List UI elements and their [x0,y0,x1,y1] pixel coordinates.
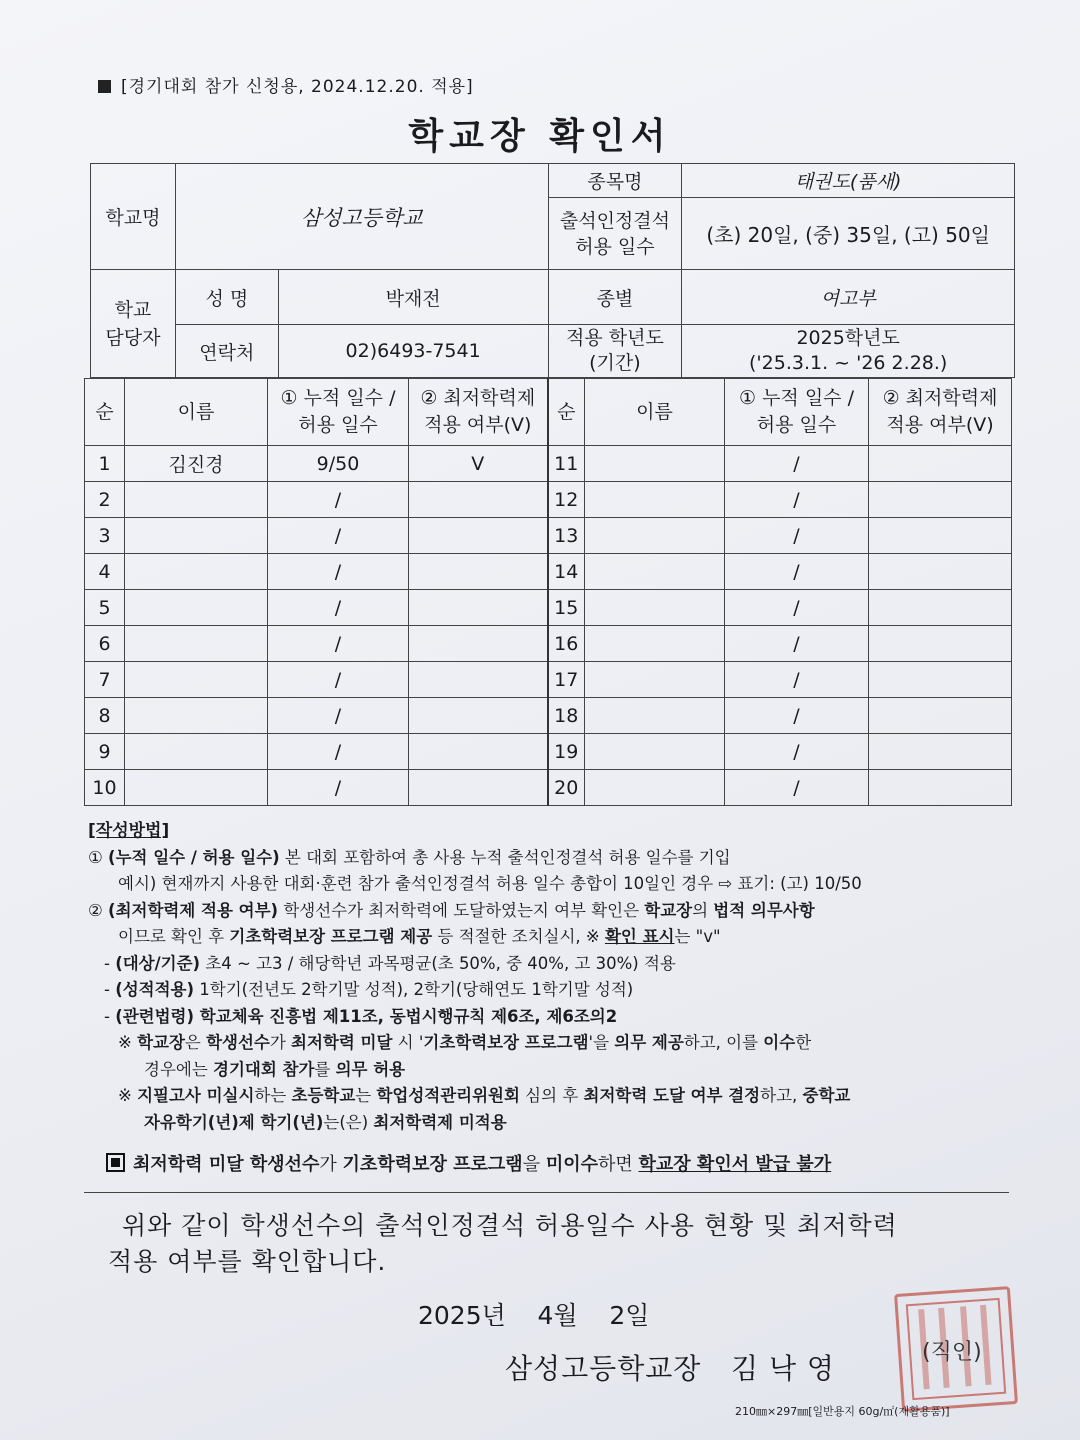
row-number-cell: 11 [548,446,585,482]
student-name-cell [125,734,268,770]
instruction-line: - (성적적용) 1학기(전년도 2학기말 성적), 2학기(당해연도 1학기말 성적) [104,980,634,999]
staff-contact-label: 연락처 [175,325,278,378]
instruction-line: ※ 학교장은 학생선수가 최저학력 미달 시 '기초학력보장 프로그램'을 의무 제공하고, 이를 이수한 [118,1033,812,1052]
issue-date: 2025년 4월 2일 [418,1301,650,1330]
table-row [85,698,1012,734]
instruction-line: 이므로 확인 후 기초학력보장 프로그램 제공 등 적절한 조치실시, ※ 확인 표시는 "v" [118,927,721,946]
student-name-cell [585,482,725,518]
days-cell: / [268,482,409,518]
student-name-cell [125,590,268,626]
days-cell: / [268,770,409,806]
issuance-warning: 최저학력 미달 학생선수가 기초학력보장 프로그램을 미이수하면 학교장 확인서 발급 불가 [106,1150,831,1176]
table-row [85,626,1012,662]
sport-value: 태권도(품새) [682,164,1015,198]
table-row [85,770,1012,806]
student-name-cell [585,626,725,662]
instruction-line: 자유학기(년)제 학기(년)는(은) 최저학력제 미적용 [144,1112,507,1132]
student-name-cell [125,518,268,554]
min-academic-check-cell [409,482,548,518]
days-cell: / [268,734,409,770]
student-name-cell [585,734,725,770]
row-number-cell: 5 [85,590,125,626]
staff-name-value: 박재전 [278,270,548,325]
table-row [85,554,1012,590]
division-value: 여고부 [682,270,1015,325]
row-number-cell: 15 [548,590,585,626]
staff-label: 학교 담당자 [91,270,176,378]
instructions-section [88,818,1018,1136]
divider [84,1192,1009,1193]
min-academic-check-cell [869,662,1012,698]
absence-days-label: 출석인정결석 허용 일수 [548,198,682,270]
row-number-cell: 10 [85,770,125,806]
min-academic-check-cell: V [409,446,548,482]
instruction-line: 예시) 현재까지 사용한 대회·훈련 참가 출석인정결석 허용 일수 총합이 10일인 경우 ⇨ 표기: (고) 10/50 [118,874,862,893]
min-academic-check-cell [869,446,1012,482]
staff-contact-value: 02)6493-7541 [278,325,548,378]
row-number-cell: 20 [548,770,585,806]
student-name-cell [585,554,725,590]
col-days-header: ① 누적 일수 / 허용 일수 [725,379,869,446]
days-cell: / [725,734,869,770]
row-number-cell: 3 [85,518,125,554]
student-name-cell [585,446,725,482]
row-number-cell: 17 [548,662,585,698]
instruction-line: ① (누적 일수 / 허용 일수) 본 대회 포함하여 총 사용 누적 출석인정결석 허용 일수를 기입 [88,847,731,867]
document-title: 학교장 확인서 [408,116,672,157]
table-row [85,482,1012,518]
days-cell: / [725,482,869,518]
col-min-header: ② 최저학력제 적용 여부(V) [409,379,548,446]
days-cell: / [268,626,409,662]
student-name-cell [585,698,725,734]
min-academic-check-cell [409,734,548,770]
col-name-header: 이름 [125,379,268,446]
instruction-line: ② (최저학력제 적용 여부) 학생선수가 최저학력에 도달하였는지 여부 확인은 학교장의 법적 의무사항 [88,900,815,920]
paper-spec-footer: 210㎜×297㎜[일반용지 60g/㎡(재활용품)] [735,1405,950,1418]
table-row [85,446,1012,482]
col-name-header: 이름 [585,379,725,446]
col-no-header: 순 [548,379,585,446]
table-row [85,662,1012,698]
days-cell: / [725,518,869,554]
min-academic-check-cell [869,518,1012,554]
days-cell: / [268,698,409,734]
min-academic-check-cell [409,626,548,662]
form-usage-note: [경기대회 참가 신청용, 2024.12.20. 적용] [98,72,474,97]
student-name-cell [125,698,268,734]
days-cell: / [725,698,869,734]
row-number-cell: 2 [85,482,125,518]
min-academic-check-cell [409,590,548,626]
student-name-cell [585,518,725,554]
days-cell: / [725,446,869,482]
student-name-cell [125,554,268,590]
instruction-line: - (관련법령) 학교체육 진흥법 제11조, 동법시행규칙 제6조, 제6조의2 [104,1006,618,1026]
staff-name-label: 성 명 [175,270,278,325]
days-cell: / [725,554,869,590]
table-row [85,518,1012,554]
school-year-label: 적용 학년도 (기간) [548,325,682,378]
row-number-cell: 14 [548,554,585,590]
min-academic-check-cell [409,770,548,806]
col-no-header: 순 [85,379,125,446]
instruction-line: ※ 지필고사 미실시하는 초등학교는 학업성적관리위원회 심의 후 최저학력 도달 여부 결정하고, 중학교 [118,1086,851,1105]
instructions-heading: [작성방법] [88,821,170,841]
student-table [84,378,1012,806]
info-table [90,163,1015,378]
col-days-header: ① 누적 일수 / 허용 일수 [268,379,409,446]
row-number-cell: 7 [85,662,125,698]
seal-label: (직인) [922,1340,982,1365]
min-academic-check-cell [869,554,1012,590]
min-academic-check-cell [409,662,548,698]
school-name-label: 학교명 [91,164,176,270]
school-name-value: 삼성고등학교 [175,164,548,270]
division-label: 종별 [548,270,682,325]
student-name-cell [585,662,725,698]
days-cell: / [268,662,409,698]
days-cell: / [268,518,409,554]
row-number-cell: 13 [548,518,585,554]
min-academic-check-cell [409,518,548,554]
min-academic-check-cell [869,698,1012,734]
student-name-cell [125,662,268,698]
row-number-cell: 9 [85,734,125,770]
col-min-header: ② 최저학력제 적용 여부(V) [869,379,1012,446]
min-academic-check-cell [869,482,1012,518]
square-bullet-icon [98,80,111,93]
checkbox-bullet-icon [106,1153,125,1172]
table-header-row [85,379,1012,446]
min-academic-check-cell [869,626,1012,662]
min-academic-check-cell [869,770,1012,806]
school-year-value: 2025학년도 ('25.3.1. ~ '26 2.28.) [682,325,1015,378]
min-academic-check-cell [409,698,548,734]
instruction-line: - (대상/기준) 초4 ~ 고3 / 해당학년 과목평균(초 50%, 중 40%, 고 30%) 적용 [104,953,676,973]
row-number-cell: 12 [548,482,585,518]
row-number-cell: 19 [548,734,585,770]
row-number-cell: 6 [85,626,125,662]
table-row [85,590,1012,626]
days-cell: / [725,770,869,806]
student-name-cell [125,482,268,518]
days-cell: 9/50 [268,446,409,482]
student-name-cell [125,770,268,806]
row-number-cell: 16 [548,626,585,662]
row-number-cell: 18 [548,698,585,734]
min-academic-check-cell [409,554,548,590]
days-cell: / [725,590,869,626]
student-name-cell: 김진경 [125,446,268,482]
row-number-cell: 4 [85,554,125,590]
row-number-cell: 8 [85,698,125,734]
absence-days-value: (초) 20일, (중) 35일, (고) 50일 [682,198,1015,270]
principal-signature: 삼성고등학교장 김 낙 영 [505,1352,835,1385]
days-cell: / [268,554,409,590]
table-row [85,734,1012,770]
min-academic-check-cell [869,590,1012,626]
student-name-cell [585,770,725,806]
min-academic-check-cell [869,734,1012,770]
days-cell: / [725,626,869,662]
confirmation-statement: 위와 같이 학생선수의 출석인정결석 허용일수 사용 현황 및 최저학력 적용 여부를 확인합니다. [108,1211,898,1276]
days-cell: / [725,662,869,698]
row-number-cell: 1 [85,446,125,482]
instruction-line: 경우에는 경기대회 참가를 의무 허용 [144,1059,406,1079]
student-name-cell [585,590,725,626]
sport-label: 종목명 [548,164,682,198]
student-name-cell [125,626,268,662]
days-cell: / [268,590,409,626]
